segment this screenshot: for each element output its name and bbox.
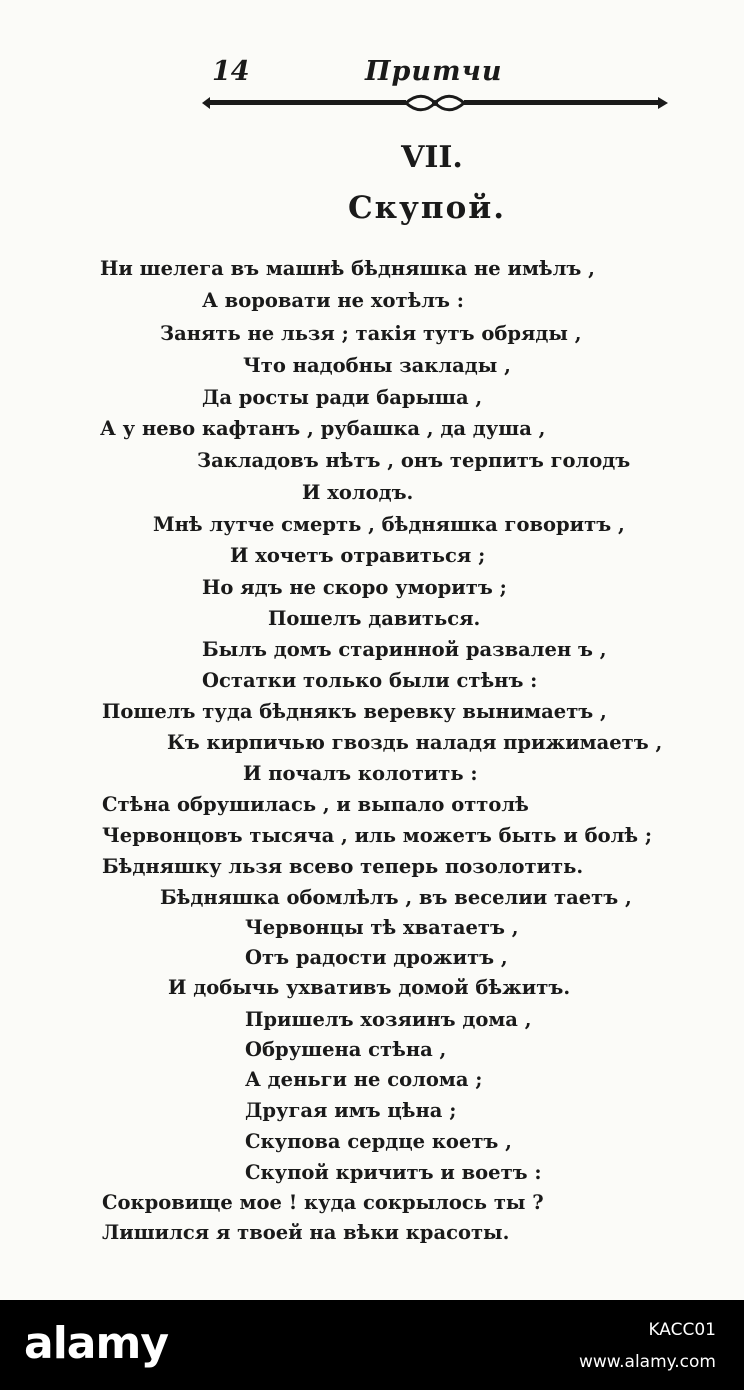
running-title: Притчи <box>365 56 503 87</box>
fable-number: VII. <box>401 140 463 175</box>
poem-line: И добычь ухвативъ домой бѣжитъ. <box>168 976 571 999</box>
stock-image-id: KACC01 <box>648 1320 716 1340</box>
poem-line: Отъ радости дрожитъ , <box>245 946 508 969</box>
fable-title: Скупой. <box>347 190 507 226</box>
poem-line: Пришелъ хозяинъ дома , <box>245 1008 532 1031</box>
alamy-logo[interactable]: alamy <box>24 1318 168 1369</box>
poem-line: Закладовъ нѣтъ , онъ терпитъ голодъ <box>197 449 631 472</box>
header-rule-ornament <box>200 94 670 112</box>
poem-line: И почалъ колотить : <box>243 762 478 785</box>
watermark-banner <box>0 1300 744 1390</box>
poem-line: Остатки только были стѣнъ : <box>202 669 538 692</box>
poem-line: Но ядъ не скоро уморитъ ; <box>202 576 507 599</box>
poem-line: Былъ домъ старинной развален ъ , <box>202 638 607 661</box>
poem-line: Червонцы тѣ хватаетъ , <box>245 916 519 939</box>
poem-line: Ни шелега въ машнѣ бѣдняшка не имѣлъ , <box>100 257 595 280</box>
poem-line: Сокровище мое ! куда сокрылось ты ? <box>102 1191 544 1214</box>
poem-line: А деньги не солома ; <box>245 1068 483 1091</box>
poem-line: Что надобны заклады , <box>243 354 511 377</box>
page-number: 14 <box>212 56 250 87</box>
poem-line: Другая имъ цѣна ; <box>245 1099 457 1122</box>
poem-line: Стѣна обрушилась , и выпало оттолѣ <box>102 793 529 816</box>
poem-line: Бѣдняшка обомлѣлъ , въ веселии таетъ , <box>160 886 632 909</box>
poem-line: И хочетъ отравиться ; <box>230 544 486 567</box>
poem-line: Мнѣ лутче смерть , бѣдняшка говоритъ , <box>153 513 625 536</box>
poem-line: Да росты ради барыша , <box>202 386 483 409</box>
poem-line: Пошелъ туда бѣднякъ веревку вынимаетъ , <box>102 700 607 723</box>
poem-line: Скупова сердце коетъ , <box>245 1130 512 1153</box>
poem-line: И холодъ. <box>302 481 414 504</box>
poem-line: Обрушена стѣна , <box>245 1038 447 1061</box>
poem-line: Бѣдняшку льзя всево теперь позолотить. <box>102 855 584 878</box>
page-header <box>200 52 670 92</box>
poem-line: Скупой кричитъ и воетъ : <box>245 1161 542 1184</box>
poem-line: А воровати не хотѣлъ : <box>202 289 464 312</box>
poem-line: Червонцовъ тысяча , иль можетъ быть и болѣ ; <box>102 824 653 847</box>
poem-line: Пошелъ давиться. <box>268 607 481 630</box>
poem-line: А у нево кафтанъ , рубашка , да душа , <box>100 417 546 440</box>
website-link[interactable]: www.alamy.com <box>578 1352 716 1372</box>
poem-line: Къ кирпичью гвоздь наладя прижимаетъ , <box>167 731 663 754</box>
poem-line: Лишился я твоей на вѣки красоты. <box>102 1221 510 1244</box>
poem-line: Занять не льзя ; такія тутъ обряды , <box>160 322 582 345</box>
